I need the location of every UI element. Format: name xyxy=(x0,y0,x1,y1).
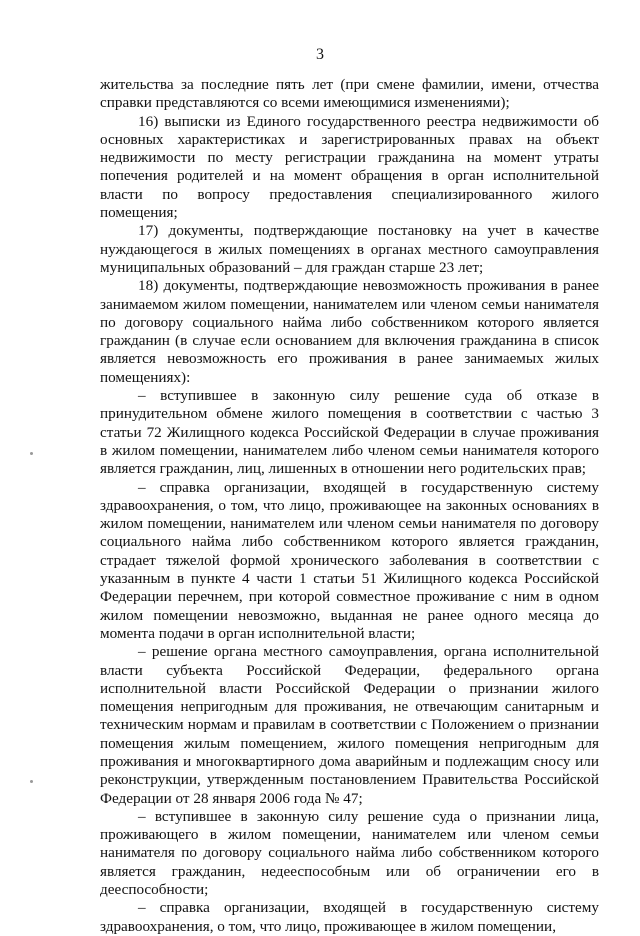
paragraph-item-16: 16) выписки из Единого государственного реестра недвижимости об основных характеристиках и зарегистрированных правах на объект недвижимости по месту регистрации гражданина на момент утраты попечения родителей и на момент обращения в орган исполнительной власти по вопросу предоставления специализированного жилого помещения; xyxy=(100,112,599,222)
paragraph-item-18: 18) документы, подтверждающие невозможность проживания в ранее занимаемом жилом помещении, нанимателем или членом семьи нанимателя по договору социального найма либо собственником которого является гражданин (в случае если основанием для включения гражданина в список является невозможность его проживания в ранее занимаемых жилых помещениях): xyxy=(100,277,599,386)
page-number: 3 xyxy=(316,46,324,63)
paragraph-court-decision-exchange: – вступившее в законную силу решение суда об отказе в принудительном обмене жилого помещения в соответствии с частью 3 статьи 72 Жилищного кодекса Российской Федерации в случае проживания в жилом помещении, нанимателем либо членом семьи нанимателя которого является гражданин, лиц, лишенных в отношении него родительских прав; xyxy=(100,387,599,478)
paragraph-health-certificate-2: – справка организации, входящей в государственную систему здравоохранения, о том, что лицо, проживающее в жилом помещении, xyxy=(100,899,599,935)
scan-margin-dot xyxy=(30,780,33,783)
paragraph-health-certificate: – справка организации, входящей в государственную систему здравоохранения, о том, что лицо, проживающее на законных основаниях в жилом помещении, нанимателем или членом семьи нанимателя по договору социального найма либо собственником которого является гражданин, страдает тяжелой формой хронического заболевания в соответствии с указанным в пункте 4 части 1 статьи 51 Жилищного кодекса Российской Федерации перечнем, при которой совместное проживание с ним в одном жилом помещении невозможно, выданная не ранее одного месяца до момента подачи в орган исполнительной власти; xyxy=(100,478,599,642)
paragraph-continuation: жительства за последние пять лет (при смене фамилии, имени, отчества справки представляются со всеми имеющимися изменениями); xyxy=(100,76,599,112)
paragraph-item-17: 17) документы, подтверждающие постановку на учет в качестве нуждающегося в жилых помещениях в органах местного самоуправления муниципальных образований – для граждан старше 23 лет; xyxy=(100,222,599,276)
document-body xyxy=(100,76,599,936)
scan-margin-dot xyxy=(30,452,33,455)
paragraph-court-decision-incapacity: – вступившее в законную силу решение суда о признании лица, проживающего в жилом помещении, нанимателем или членом семьи нанимателя по договору социального найма либо собственником которого является гражданин, недееспособным или об ограничении его в дееспособности; xyxy=(100,807,599,899)
paragraph-unfit-housing-decision: – решение органа местного самоуправления, органа исполнительной власти субъекта Российской Федерации, федерального органа исполнительной власти Российской Федерации о признании жилого помещения непригодным для проживания, не отвечающим санитарным и техническим нормам и правилам в соответствии с Положением о признании помещения жилым помещением, жилого помещения непригодным для проживания и многоквартирного дома аварийным и подлежащим сносу или реконструкции, утвержденным постановлением Правительства Российской Федерации от 28 января 2006 года № 47; xyxy=(100,643,599,807)
